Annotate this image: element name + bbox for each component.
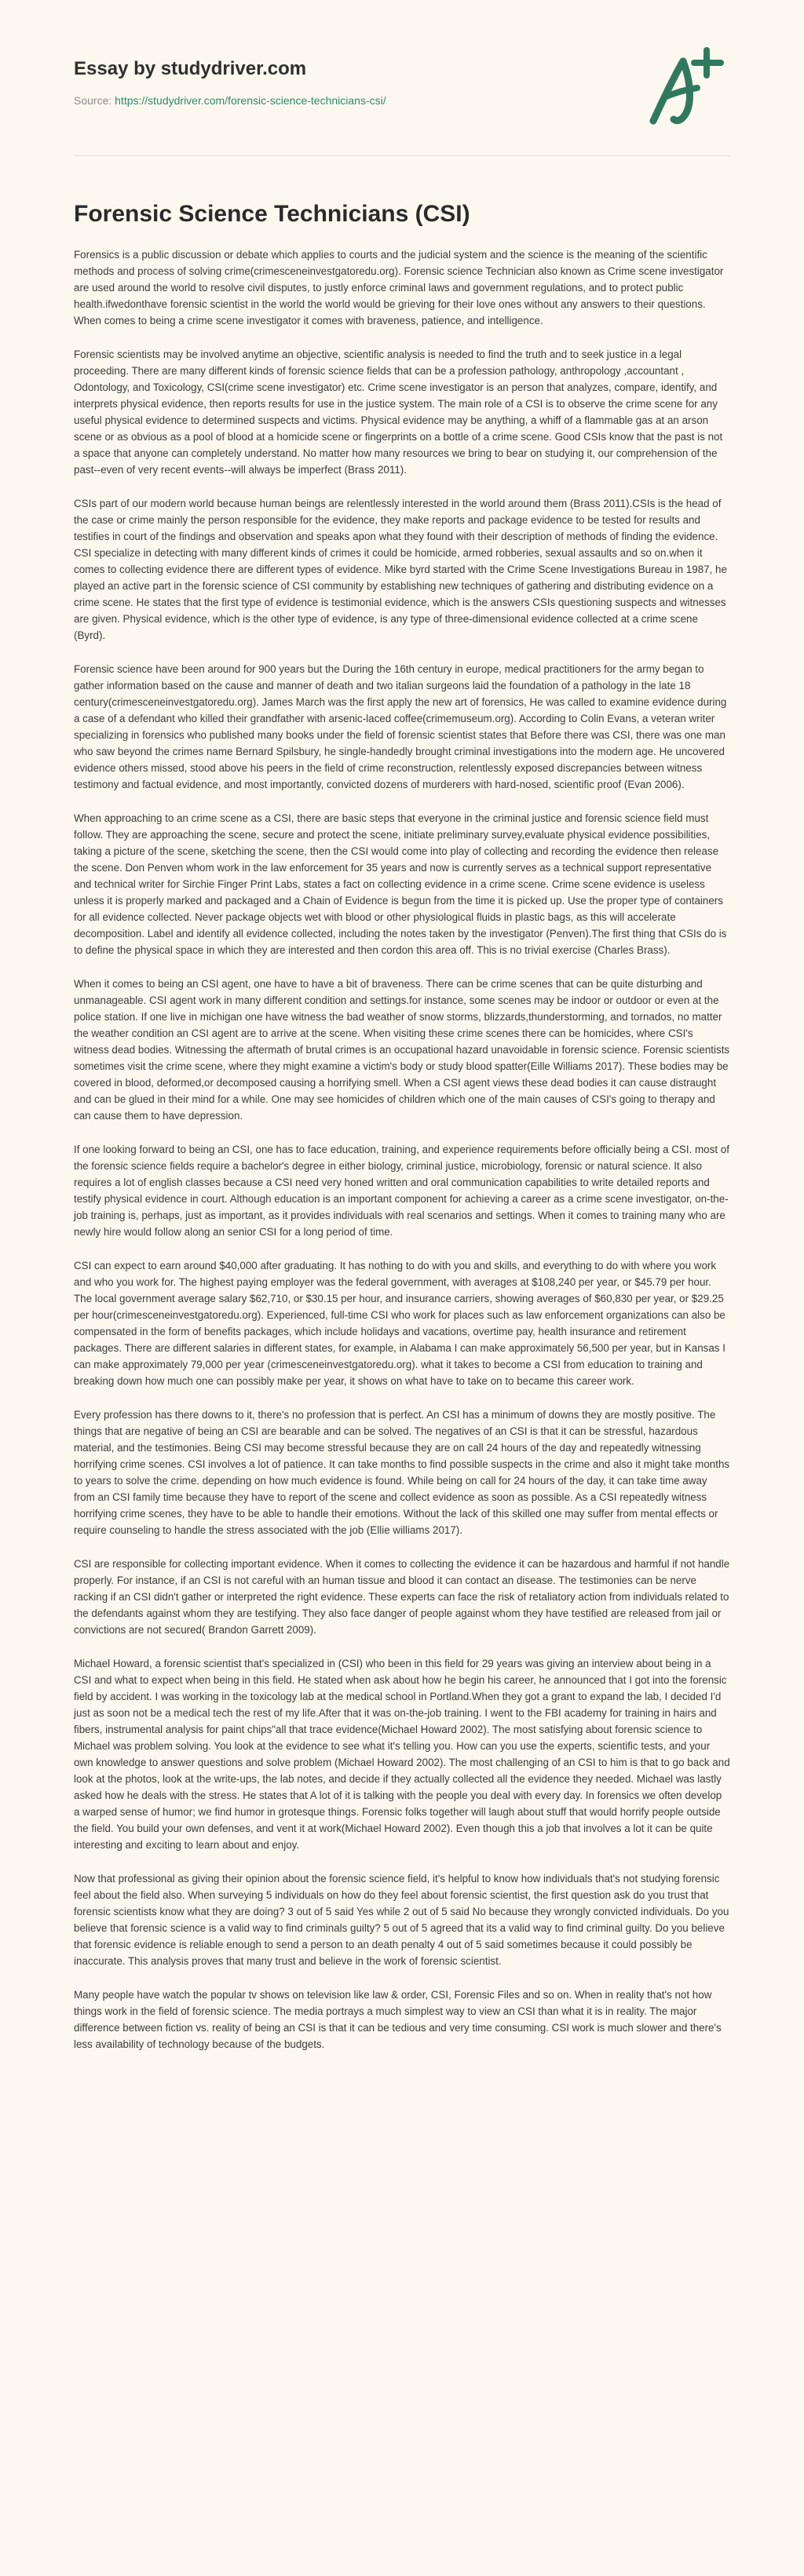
essay-paragraph: Forensics is a public discussion or debate which applies to courts and the judicial system and the science is the meaning of the scientific methods and process of solving crime(crimesceneinvestgatoredu.org). Forensic science Technician also known as Crime scene investigator are used around the world to resolve civil disputes, to justly enforce criminal laws and government regulations, and to protect public health.ifwedonthave forensic scientist in the world the world would be grieving for their love ones without any answers to their questions. When comes to being a crime scene investigator it comes with braveness, patience, and intelligence.	[74, 249, 724, 327]
essay-paragraph: Forensic scientists may be involved anytime an objective, scientific analysis is needed to find the truth and to seek justice in a legal proceeding. There are many different kinds of forensic science fields that can be a profession pathology, anthropology ,accountant , Odontology, and Toxicology, CSI(crime scene investigator) etc. Crime scene investigator is an person that analyzes, compare, identify, and interprets physical evidence, then reports results for use in the justice system. The main role of a CSI is to observe the crime scene for any useful physical evidence to determined suspects and victims. Physical evidence may be anything, a whiff of a flammable gas at an arson scene or as obvious as a pool of blood at a homicide scene or fingerprints on a bottle of a crime scene. Good CSIs know that the past is not a space that anyone can completely understand. No matter how many resources we bring to bear on studying it, our comprehension of the past--even of very recent events--will always be imperfect (Brass 2011).	[74, 348, 723, 476]
essay-paragraph: When it comes to being an CSI agent, one have to have a bit of braveness. There can be crime scenes that can be quite disturbing and unmanageable. CSI agent work in many different condition and settings.for instance, some scenes may be indoor or outdoor or even at the police station. If one live in michigan one have witness the bad weather of snow storms, blizzards,thunderstorming, and tornados, no matter the weather condition an CSI agent are to arrive at the scene. When visiting these crime scenes there can be homicides, where CSI's witness dead bodies. Witnessing the aftermath of brutal crimes is an occupational hazard unavoidable in forensic science. Forensic scientists sometimes visit the crime scene, where they might examine a victim's body or study blood spatter(Eille Williams 2017). These bodies may be covered in blood, deformed,or decomposed causing a horrifying smell. When a CSI agent views these dead bodies it can cause distraught and can be glued in their mind for a while. One may see homicides of children which one of the main causes of CSI's going to therapy and can cause them to have depression.	[74, 978, 730, 1122]
essay-paragraph: If one looking forward to being an CSI, one has to face education, training, and experience requirements before officially being a CSI. most of the forensic science fields require a bachelor's degree in either biology, criminal justice, microbiology, forensic or natural science. It also requires a lot of english classes because a CSI need very honed written and oral communication capabilities to write detailed reports and testify physical evidence in court. Although education is an important component for achieving a career as a crime scene investigator, on-the-job training is, perhaps, just as important, as it provides individuals with real scenarios and settings. When it comes to training many who are newly hire would follow along an senior CSI for a long period of time.	[74, 1144, 729, 1238]
essay-paragraph: Every profession has there downs to it, there's no profession that is perfect. An CSI has a minimum of downs they are mostly positive. The things that are negative of being an CSI are bearable and can be solved. The negatives of an CSI is that it can be stressful, hazardous material, and the testimonies. Being CSI may become stressful because they are on call 24 hours of the day and repeatedly witnessing horrifying crime scenes. CSI involves a lot of patience. It can take months to find possible suspects in the crime and also it might take months to years to solve the crime. depending on how much evidence is found. While being on call for 24 hours of the day, it can take time away from an CSI family time because they have to report of the scene and collect evidence as soon as possible. As a CSI repeatedly witness horrifying crime scenes, they have to be able to handle their emotions. Without the lack of this skilled one may suffer from mental effects or require counseling to handle the stress associated with the job (Ellie williams 2017).	[74, 1409, 730, 1536]
essay-paragraph: Michael Howard, a forensic scientist that's specialized in (CSI) who been in this field for 29 years was giving an interview about being in a CSI and what to expect when being in this field. He stated when ask about how he begin his career, he announced that I got into the forensic field by accident. I was working in the toxicology lab at the medical school in Portland.When they got a grant to expand the lab, I decided I'd just as soon not be a medical tech the rest of my life.After that it was on-the-job training. I went to the FBI academy for training in hairs and fibers, instrumental analysis for paint chips"all that trace evidence(Michael Howard 2002). The most satisfying about forensic science to Michael was problem solving. You look at the evidence to see what it's telling you. How can you use the experts, scientific tests, and your own knowledge to answer questions and solve problem (Michael Howard 2002). The most challenging of an CSI to him is that to go back and look at the photos, look at the write-ups, the lab notes, and decide if they actually collected all the evidence they needed. Michael was lastly asked how he deals with the stress. He states that A lot of it is talking with the people you deal with every day. In forensics we often develop a warped sense of humor; we find humor in grotesque things. Forensic folks together will laugh about stuff that would horrify people outside the field. You build your own defenses, and vent it at work(Michael Howard 2002). Even though this a job that involves a lot it can be quite interesting and exciting to learn about and enjoy.	[74, 1658, 730, 1851]
page-header	[0, 0, 804, 149]
essay-paragraph: Now that professional as giving their opinion about the forensic science field, it's helpful to know how individuals that's not studying forensic feel about the field also. When surveying 5 individuals on how do they feel about forensic scientist, the first question ask do you trust that forensic scientists know what they are doing? 3 out of 5 said Yes while 2 out of 5 said No because they wrongly convicted individuals. Do you believe that forensic science is a valid way to find criminals guilty? 5 out of 5 agreed that its a valid way to find criminal guilty. Do you believe that forensic evidence is reliable enough to send a person to an death penalty 4 out of 5 said sometimes because it could possibly be inaccurate. This analysis proves that many trust and believe in the work of forensic scientist.	[74, 1873, 729, 1967]
essay-paragraph: CSIs part of our modern world because human beings are relentlessly interested in the world around them (Brass 2011).CSIs is the head of the case or crime mainly the person responsible for the evidence, they make reports and package evidence to be tested for results and testifies in court of the findings and observation and speaks apon what they found with their description of methods of finding the evidence. CSI specialize in detecting with many different kinds of crimes it could be homicide, armed robberies, sexual assaults and so on.when it comes to collecting evidence there are different types of evidence. Mike byrd started with the Crime Scene Investigations Bureau in 1987, he played an active part in the forensic science of CSI community by establishing new techniques of gathering and distributing evidence on a crime scene. He states that the first type of evidence is testimonial evidence, which is the answers CSIs questioning suspects and witnesses are given. Physical evidence, which is the other type of evidence, is any type of three-dimensional evidence collected at a crime scene (Byrd).	[74, 498, 727, 641]
a-plus-logo-icon	[642, 42, 730, 130]
essay-paragraph: When approaching to an crime scene as a CSI, there are basic steps that everyone in the criminal justice and forensic science field must follow. They are approaching the scene, secure and protect the scene, initiate preliminary survey,evaluate physical evidence possibilities, taking a picture of the scene, sketching the scene, then the CSI would come into play of collecting and recording the evidence then release the scene. Don Penven whom work in the law enforcement for 35 years and now is currently serves as a technical support representative and technical writer for Sirchie Finger Print Labs, states a fact on collecting evidence in a crime scene. Crime scene evidence is useless unless it is properly marked and packaged and a Chain of Evidence is begun from the time it is picked up. Use the proper type of containers for all evidence collected. Never package objects wet with blood or other physiological fluids in plastic bags, as this will accelerate decomposition. Label and identify all evidence collected, including the notes taken by the investigator (Penven).The first thing that CSIs do is to define the physical space in which they are interested and then cordon this area off. This is no trivial exercise (Charles Brass).	[74, 812, 727, 956]
essay-body	[74, 246, 730, 2070]
source-line	[74, 94, 386, 107]
source-label: Source:	[74, 94, 112, 107]
essay-paragraph: Many people have watch the popular tv shows on television like law & order, CSI, Forensic Files and so on. When in reality that's not how things work in the field of forensic science. The media portrays a much simplest way to view an CSI than what it is in reality. The major difference between fiction vs. reality of being an CSI is that it can be tedious and very time consuming. CSI work is much slower and there's less availability of technology because of the budgets.	[74, 1989, 722, 2050]
header-divider	[74, 155, 730, 156]
essay-title: Forensic Science Technicians (CSI)	[74, 201, 470, 227]
essay-paragraph: Forensic science have been around for 900 years but the During the 16th century in europe, medical practitioners for the army began to gather information based on the cause and manner of death and two italian surgeons laid the foundation of a pathology in the late 18 century(crimesceneinvestgatoredu.org). James March was the first apply the new art of forensics, He was called to examine evidence during a case of a defendant who killed their grandfather with arsenic-laced coffee(crimemuseum.org). According to Colin Evans, a veteran writer specializing in forensics who published many books under the field of forensic scientist states that Before there was CSI, there was one man who saw beyond the crimes name Bernard Spilsbury, he single-handedly brought criminal investigations into the modern age. He uncovered evidence others missed, stood above his peers in the field of crime reconstruction, relentlessly exposed discrepancies between witness testimony and factual evidence, and most importantly, convicted dozens of murderers with hard-nosed, scientific proof (Evan 2006).	[74, 663, 727, 790]
essay-paragraph: CSI are responsible for collecting important evidence. When it comes to collecting the evidence it can be hazardous and harmful if not handle properly. For instance, if an CSI is not careful with an human tissue and blood it can contact an disease. The testimonies can be nerve racking if an CSI didn't gather or interpreted the right evidence. These experts can face the risk of retaliatory action from individuals related to the defendants against whom they are testifying. They also face danger of people against whom they have testified are released from jail or convictions are not secured( Brandon Garrett 2009).	[74, 1558, 730, 1636]
essay-paragraph: CSI can expect to earn around $40,000 after graduating. It has nothing to do with you and skills, and everything to do with where you work and who you work for. The highest paying employer was the federal government, with averages at $108,240 per year, or $45.79 per hour. The local government average salary $62,710, or $30.15 per hour, and insurance carriers, showing averages of $60,830 per year, or $29.25 per hour(crimesceneinvestgatoredu.org). Experienced, full-time CSI who work for places such as law enforcement organizations can also be compensated in the form of benefits packages, which include holidays and vacations, overtime pay, health insurance and retirement packages. There are different salaries in different states, for example, in Alabama I can make approximately 56,500 per year, but in Kansas I can make approximately 79,000 per year (crimesceneinvestgatoredu.org). what it takes to become a CSI from education to training and breaking down how much one can possibly make per year, it shows on what have to take on to became this career work.	[74, 1260, 725, 1387]
site-title: Essay by studydriver.com	[74, 58, 307, 79]
source-link[interactable]: https://studydriver.com/forensic-science-technicians-csi/	[115, 94, 386, 107]
